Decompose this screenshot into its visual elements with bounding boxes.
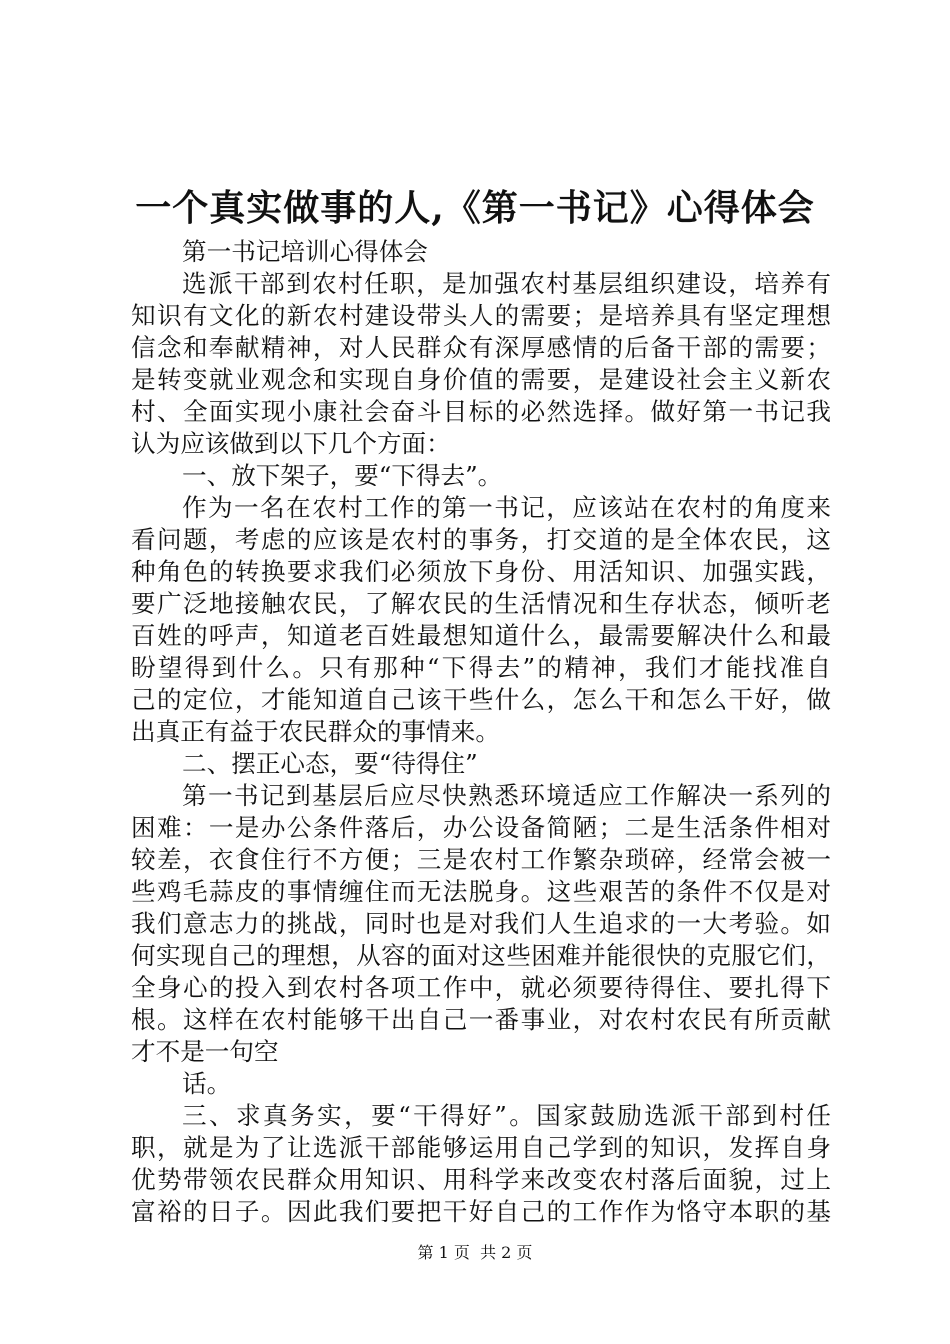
- text-line: 我们意志力的挑战，同时也是对我们人生追求的一大考验。如: [131, 909, 831, 938]
- text-line: 作为一名在农村工作的第一书记，应该站在农村的角度来: [182, 493, 831, 522]
- text-line: 看问题，考虑的应该是农村的事务，打交道的是全体农民，这: [131, 525, 831, 554]
- text-line: 认为应该做到以下几个方面：: [131, 429, 451, 458]
- text-line: 第一书记到基层后应尽快熟悉环境适应工作解决一系列的: [182, 781, 831, 810]
- text-line: 富裕的日子。因此我们要把干好自己的工作作为恪守本职的基: [131, 1197, 831, 1226]
- text-line: 要广泛地接触农民，了解农民的生活情况和生存状态，倾听老: [131, 589, 831, 618]
- text-line: 三、求真务实，要“干得好”。国家鼓励选派干部到村任: [182, 1101, 831, 1130]
- text-line: 优势带领农民群众用知识、用科学来改变农村落后面貌，过上: [131, 1165, 831, 1194]
- page-footer: [0, 1242, 950, 1264]
- document-title: 一个真实做事的人,《第一书记》心得体会: [135, 187, 815, 229]
- text-line: 些鸡毛蒜皮的事情缠住而无法脱身。这些艰苦的条件不仅是对: [131, 877, 831, 906]
- text-line: 二、摆正心态，要“待得住”: [182, 749, 478, 778]
- text-line: 第一书记培训心得体会: [182, 237, 428, 266]
- text-line: 较差，衣食住行不方便；三是农村工作繁杂琐碎，经常会被一: [131, 845, 831, 874]
- text-line: 信念和奉献精神，对人民群众有深厚感情的后备干部的需要；: [131, 333, 831, 362]
- text-line: 出真正有益于农民群众的事情来。: [131, 717, 500, 746]
- text-line: 种角色的转换要求我们必须放下身份、用活知识、加强实践，: [131, 557, 831, 586]
- text-line: 困难：一是办公条件落后，办公设备简陋；二是生活条件相对: [131, 813, 831, 842]
- text-line: 选派干部到农村任职，是加强农村基层组织建设，培养有: [182, 269, 831, 298]
- page-number: 第 1 页: [417, 1243, 470, 1262]
- text-line: 根。这样在农村能够干出自己一番事业，对农村农民有所贡献: [131, 1005, 831, 1034]
- document-body: [131, 236, 831, 1228]
- text-line: 知识有文化的新农村建设带头人的需要；是培养具有坚定理想: [131, 301, 831, 330]
- text-line: 话。: [182, 1069, 232, 1098]
- text-line: 村、全面实现小康社会奋斗目标的必然选择。做好第一书记我: [131, 397, 831, 426]
- text-line: 一、放下架子，要“下得去”。: [182, 461, 503, 490]
- text-line: 百姓的呼声，知道老百姓最想知道什么，最需要解决什么和最: [131, 621, 831, 650]
- page-total: 共 2 页: [480, 1243, 533, 1262]
- text-line: 己的定位，才能知道自己该干些什么，怎么干和怎么干好，做: [131, 685, 831, 714]
- text-line: 是转变就业观念和实现自身价值的需要，是建设社会主义新农: [131, 365, 831, 394]
- text-line: 盼望得到什么。只有那种“下得去”的精神，我们才能找准自: [131, 653, 831, 682]
- text-line: 才不是一句空: [131, 1037, 279, 1066]
- text-line: 全身心的投入到农村各项工作中，就必须要待得住、要扎得下: [131, 973, 831, 1002]
- text-line: 何实现自己的理想，从容的面对这些困难并能很快的克服它们，: [131, 941, 831, 970]
- text-line: 职，就是为了让选派干部能够运用自己学到的知识，发挥自身: [131, 1133, 831, 1162]
